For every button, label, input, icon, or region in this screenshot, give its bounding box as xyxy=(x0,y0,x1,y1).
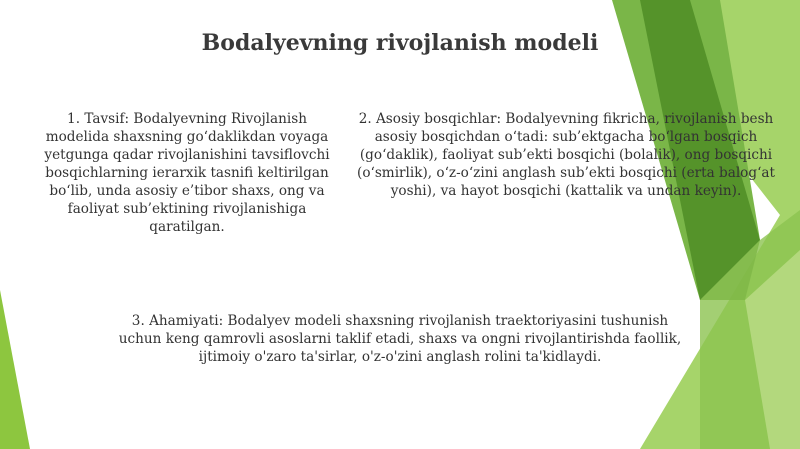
paragraph-description: 1. Tavsif: Bodalyevning Rivojlanish modelida shaxsning go‘daklikdan voyaga yetgunga qadar rivojlanishini tavsiflovchi bosqichlarning ierarxik tasnifi keltirilgan bo‘lib, unda asosiy e’tibor shaxs, ong va faoliyat sub’ektining rivojlanishiga qaratilgan. xyxy=(44,111,330,235)
slide-title: Bodalyevning rivojlanish modeli xyxy=(201,30,599,56)
paragraph-stages: 2. Asosiy bosqichlar: Bodalyevning fikricha, rivojlanish besh asosiy bosqichdan o‘tadi: sub’ektgacha bo‘lgan bosqich (go‘daklik), faoliyat sub’ekti bosqichi (bolalik), ong bosqichi (o‘smirlik), o‘z-o‘zini anglash sub’ekti bosqichi (erta balog‘at yoshi), va hayot bosqichi (kattalik va undan keyin). xyxy=(357,111,775,199)
paragraph-significance: 3. Ahamiyati: Bodalyev modeli shaxsning rivojlanish traektoriyasini tushunish uchun keng qamrovli asoslarni taklif etadi, shaxs va ongni rivojlantirishda faollik, ijtimoiy o'zaro ta'sirlar, o'z-o'zini anglash rolini ta'kidlaydi. xyxy=(118,313,682,365)
green-sliver-left xyxy=(0,290,30,449)
